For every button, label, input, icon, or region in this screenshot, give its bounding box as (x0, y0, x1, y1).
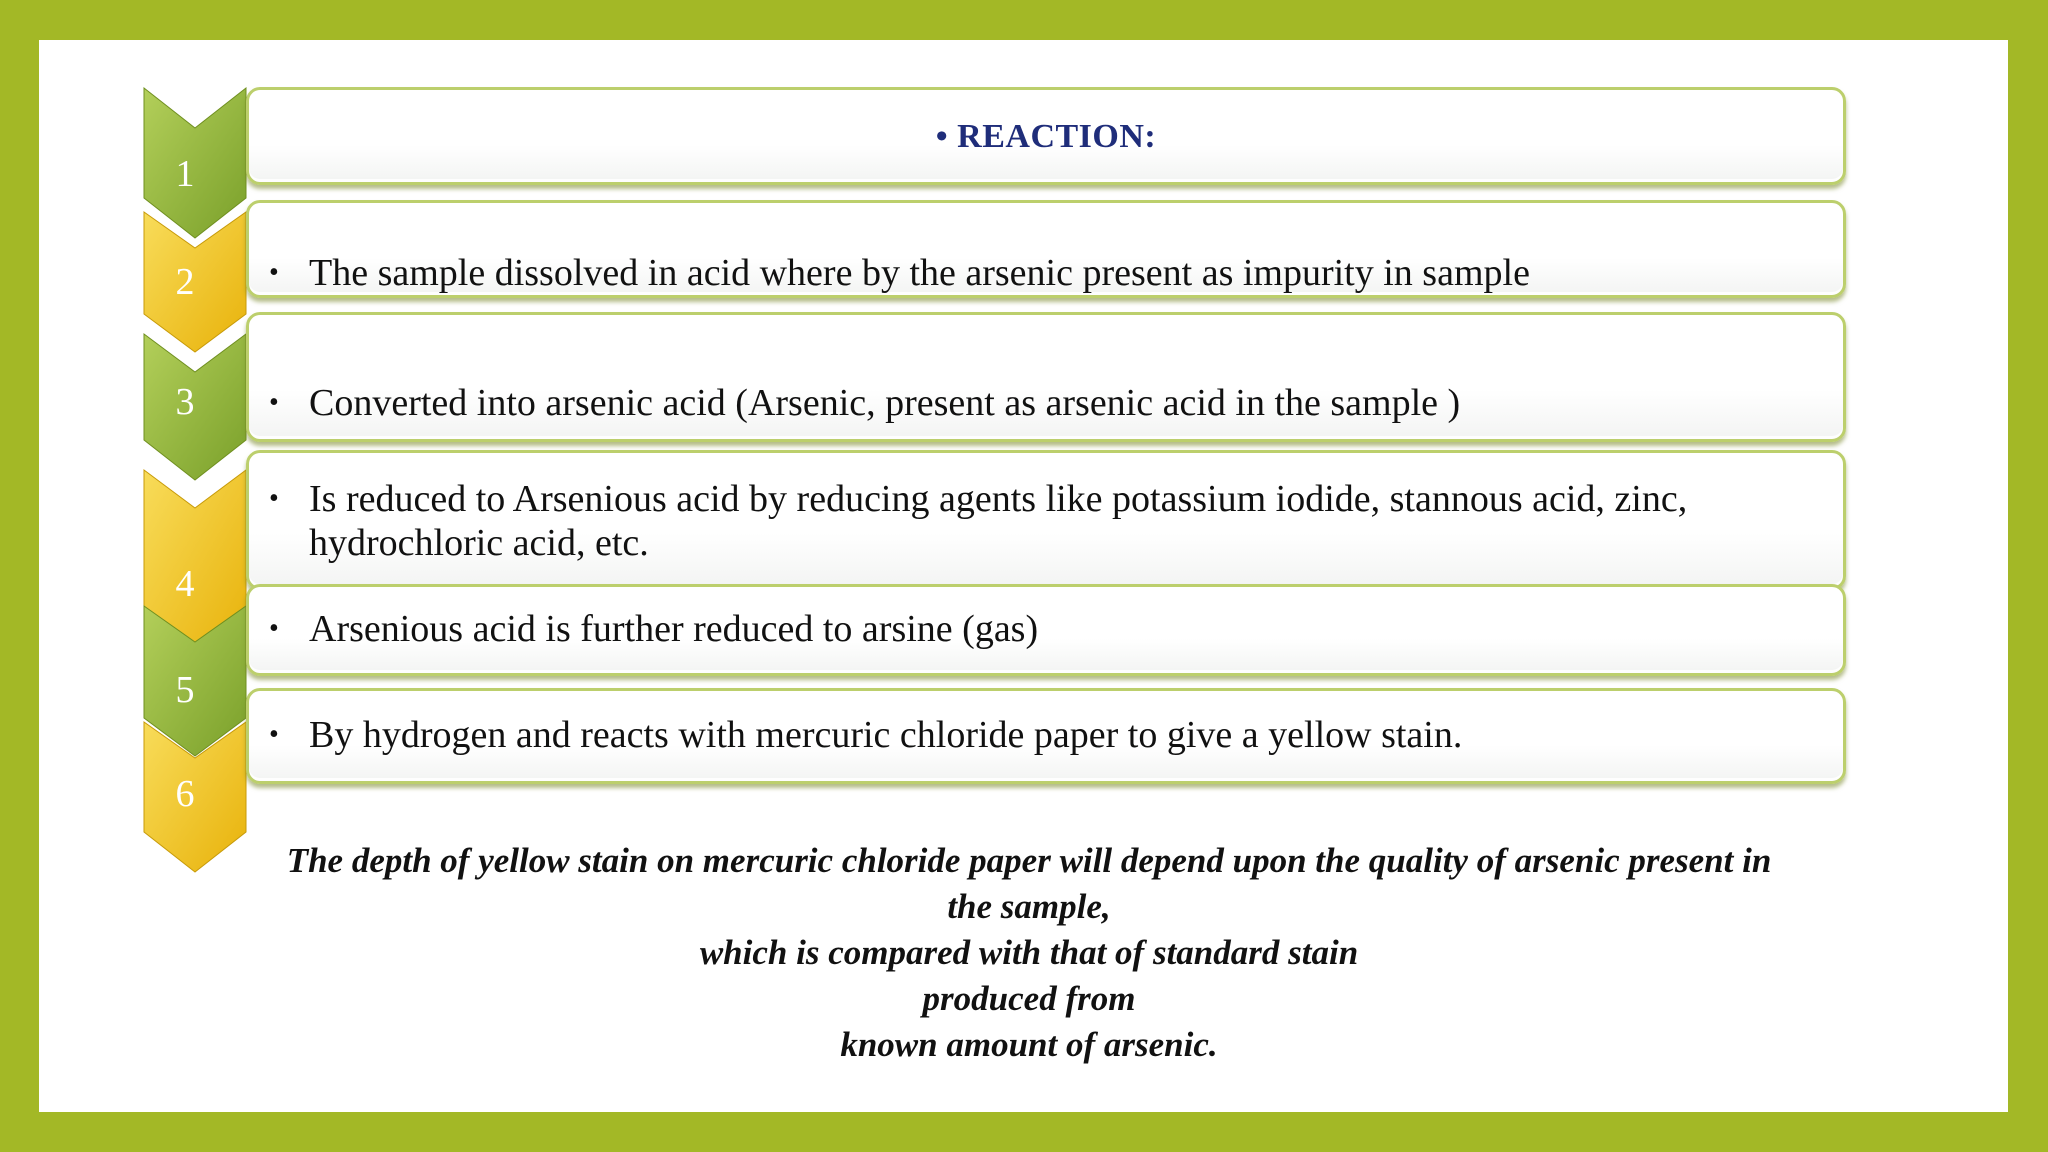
step-6-number: 6 (175, 773, 195, 815)
step-5-number: 5 (175, 669, 195, 711)
step-4-item (269, 477, 1803, 565)
step-2-number: 2 (175, 261, 195, 303)
conclusion-line-1: The depth of yellow stain on mercuric chloride paper will depend upon the quality of arsenic present in (286, 841, 1772, 880)
step-6-item (269, 713, 1803, 757)
step-5-bullet: • (269, 613, 279, 644)
slide (39, 40, 2008, 1112)
conclusion-line-3: which is compared with that of standard stain (699, 933, 1359, 972)
step-6-text: By hydrogen and reacts with mercuric chloride paper to give a yellow stain. (309, 714, 1463, 756)
step-4-box (246, 450, 1846, 590)
step-4-bullet: • (269, 483, 279, 514)
step-5-item (269, 607, 1803, 651)
step-6-bullet: • (269, 719, 279, 750)
conclusion-text (149, 838, 1909, 1068)
step-2-box (246, 200, 1846, 298)
step-3-number: 3 (175, 381, 195, 423)
step-3-text: Converted into arsenic acid (Arsenic, present as arsenic acid in the sample ) (309, 382, 1461, 424)
reaction-heading (249, 118, 1843, 156)
step-2-item (269, 251, 1803, 295)
conclusion-line-2: the sample, (947, 887, 1111, 926)
step-4-number: 4 (175, 563, 195, 605)
step-2-text: The sample dissolved in acid where by the arsenic present as impurity in sample (309, 252, 1530, 294)
step-4-text: Is reduced to Arsenious acid by reducing agents like potassium iodide, stannous acid, zinc, hydrochloric acid, etc. (309, 478, 1688, 564)
step-2-bullet: • (269, 257, 279, 288)
step-2-chevron (144, 212, 246, 352)
step-3-item (269, 381, 1803, 425)
conclusion-line-4: produced from (922, 979, 1136, 1018)
heading-text: REACTION: (957, 118, 1157, 155)
step-1-box (246, 87, 1846, 185)
step-5-text: Arsenious acid is further reduced to arsine (gas) (309, 608, 1039, 650)
step-3-box (246, 312, 1846, 442)
heading-bullet: • (935, 118, 949, 155)
step-3-chevron (144, 334, 246, 480)
step-5-box (246, 584, 1846, 676)
step-3-bullet: • (269, 387, 279, 418)
step-6-box (246, 688, 1846, 784)
conclusion-line-5: known amount of arsenic. (840, 1025, 1218, 1064)
step-1-number: 1 (175, 153, 195, 195)
